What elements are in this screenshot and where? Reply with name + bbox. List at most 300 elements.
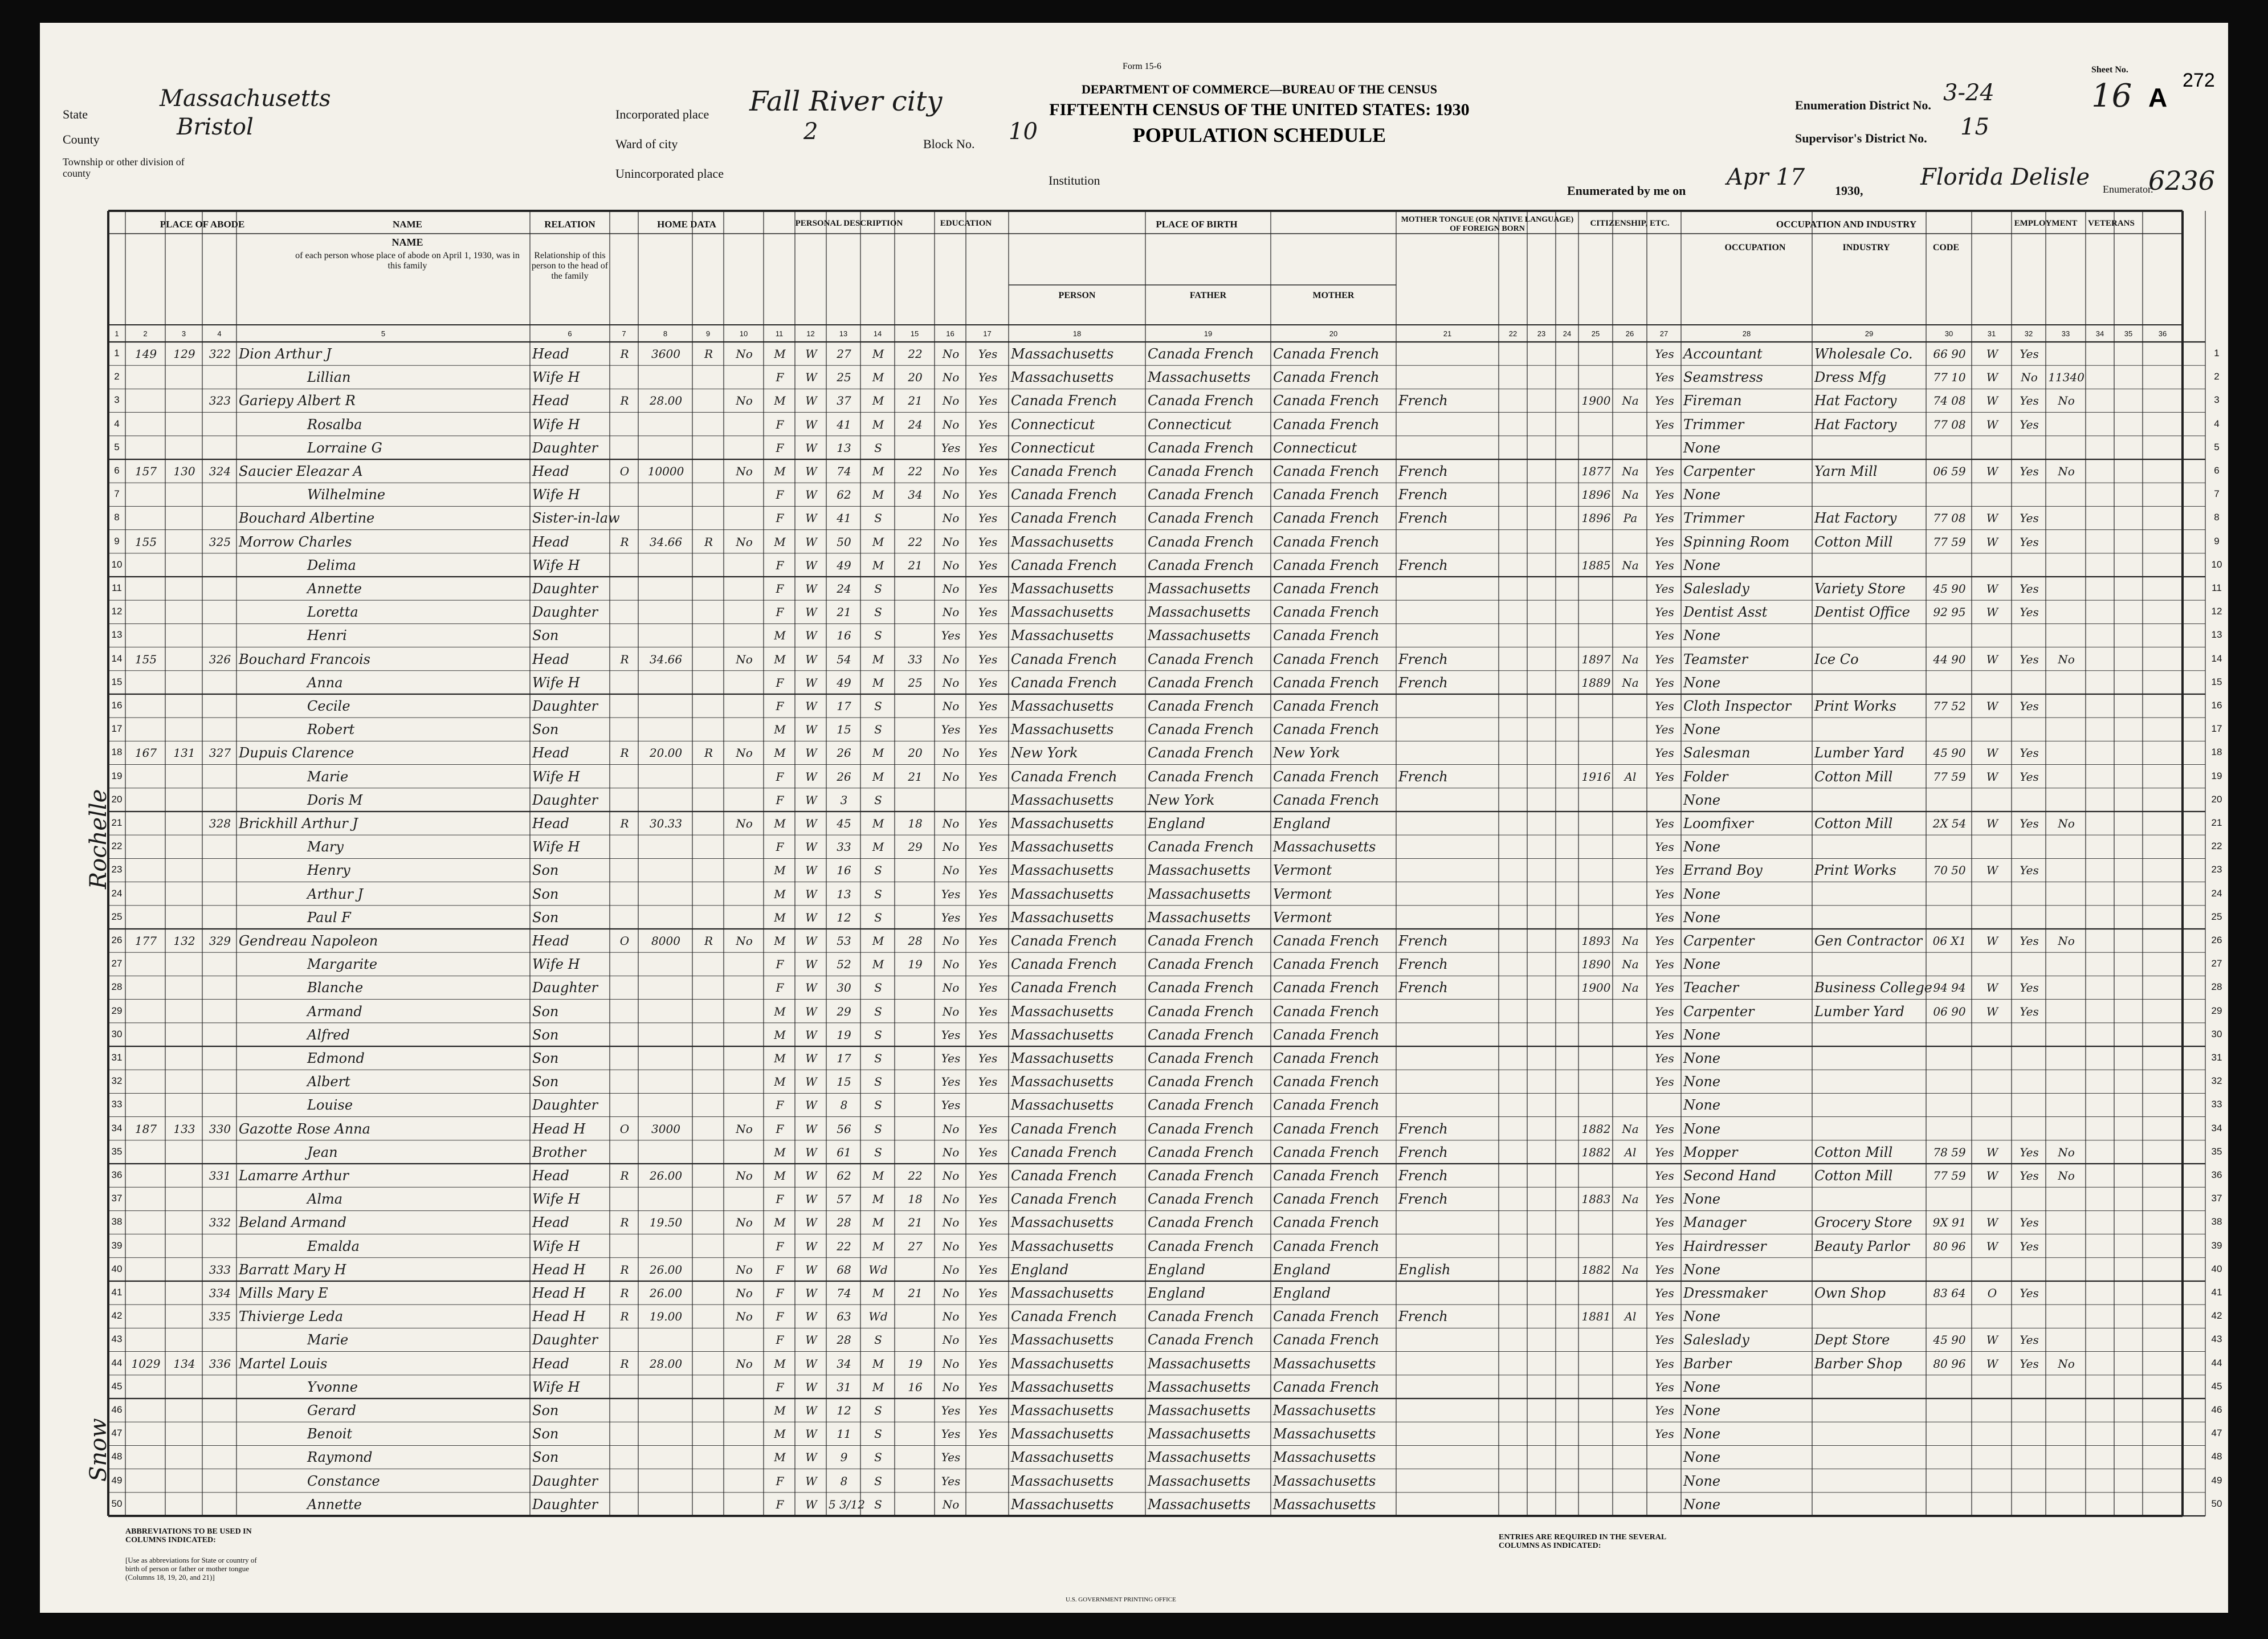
row-number-left: 47: [111, 1428, 123, 1439]
cell-rel: Daughter: [532, 792, 598, 808]
cell-mb: Canada French: [1273, 1379, 1380, 1395]
cell-own: O: [619, 934, 630, 948]
cell-pb: Canada French: [1011, 510, 1117, 527]
cell-ms: M: [872, 1169, 884, 1183]
entries-title: ENTRIES ARE REQUIRED IN THE SEVERAL COLUMNS AS INDICATED:: [1499, 1533, 1666, 1550]
cell-cls: W: [1986, 417, 1998, 431]
cell-ind: Ice Co: [1814, 651, 1859, 667]
column-number: 34: [2095, 329, 2104, 338]
cell-rel: Head: [532, 745, 569, 761]
census-title: FIFTEENTH CENSUS OF THE UNITED STATES: 1930: [1049, 100, 1470, 119]
cell-ms: S: [874, 1028, 882, 1042]
cell-agem: 27: [908, 1239, 923, 1253]
cell-race: W: [805, 511, 817, 525]
cell-race: W: [805, 699, 817, 713]
cell-race: W: [805, 675, 817, 690]
cell-rel: Brother: [532, 1144, 586, 1160]
cell-sch: Yes: [941, 1404, 961, 1417]
cell-nat: Na: [1622, 957, 1639, 972]
cell-age: 41: [837, 511, 851, 525]
cell-mb: Canada French: [1273, 768, 1380, 785]
cell-age: 26: [837, 769, 851, 784]
cell-rd: Yes: [978, 981, 998, 995]
cell-fb: England: [1148, 1261, 1206, 1278]
column-number: 18: [1072, 329, 1082, 338]
cell-tongue: French: [1398, 1168, 1448, 1184]
cell-ms: M: [872, 558, 884, 572]
cell-nat: Na: [1622, 488, 1639, 502]
cell-pb: New York: [1011, 745, 1078, 761]
column-number: 36: [2158, 329, 2167, 338]
cell-imm: 1900: [1581, 981, 1611, 995]
cell-emp: Yes: [2020, 1216, 2039, 1230]
cell-val: 30.33: [649, 817, 683, 830]
cell-code: 45 90: [1933, 582, 1966, 596]
cell-fam: 329: [209, 934, 231, 948]
birth-person-head: PERSON: [1058, 291, 1096, 300]
cell-cls: W: [1986, 370, 1998, 385]
cell-sex: F: [776, 675, 784, 690]
cell-ms: S: [874, 1427, 882, 1441]
cell-eng: Yes: [1655, 1427, 1674, 1441]
cell-eng: Yes: [1655, 1286, 1674, 1300]
cell-rd: Yes: [978, 746, 998, 760]
cell-name: Annette: [307, 581, 362, 597]
cell-race: W: [805, 1145, 817, 1159]
cell-mb: Vermont: [1273, 886, 1332, 902]
cell-ms: S: [874, 981, 882, 995]
cell-vet: No: [2058, 1356, 2075, 1371]
cell-sch: No: [942, 1497, 960, 1511]
cell-sex: F: [776, 605, 784, 619]
cell-agem: 19: [908, 1356, 923, 1371]
row-number-left: 49: [111, 1474, 123, 1486]
cell-rel: Wife H: [532, 1238, 580, 1254]
cell-rel: Wife H: [532, 416, 580, 433]
cell-eng: Yes: [1655, 1122, 1674, 1136]
cell-ind: Hat Factory: [1814, 510, 1897, 527]
cell-ms: M: [872, 1192, 884, 1206]
cell-fb: Canada French: [1148, 1214, 1254, 1231]
cell-rd: Yes: [978, 464, 998, 478]
cell-fb: England: [1148, 1285, 1206, 1301]
row-number-left: 5: [114, 441, 120, 452]
cell-val: 3600: [651, 347, 680, 361]
cell-mb: Canada French: [1273, 627, 1380, 644]
cell-sch: No: [942, 652, 960, 666]
cell-fb: Canada French: [1148, 393, 1254, 409]
cell-race: W: [805, 347, 817, 361]
cell-occ: None: [1683, 1074, 1721, 1090]
row-number-right: 45: [2211, 1380, 2222, 1392]
cell-rd: Yes: [978, 675, 998, 690]
cell-sch: No: [942, 558, 960, 572]
cell-sex: F: [776, 1497, 784, 1511]
cell-agem: 21: [908, 769, 923, 784]
cell-occ: None: [1683, 909, 1721, 925]
cell-eng: Yes: [1655, 1333, 1674, 1347]
cell-eng: Yes: [1655, 817, 1674, 830]
cell-name: Marie: [307, 768, 349, 785]
group-name: NAME: [393, 219, 422, 230]
cell-mb: Canada French: [1273, 393, 1380, 409]
cell-pb: Canada French: [1011, 463, 1117, 479]
cell-sex: F: [776, 441, 784, 455]
cell-sex: M: [774, 1051, 786, 1065]
relation-desc: Relationship of this person to the head of the family: [531, 251, 609, 281]
cell-ms: S: [874, 1145, 882, 1159]
cell-rel: Wife H: [532, 369, 580, 386]
row-number-left: 48: [111, 1451, 123, 1462]
cell-fb: Canada French: [1148, 721, 1254, 738]
cell-occ: Hairdresser: [1683, 1238, 1767, 1254]
cell-age: 50: [837, 535, 851, 549]
cell-mb: Canada French: [1273, 674, 1380, 691]
cell-ms: M: [872, 1286, 884, 1300]
cell-agem: 18: [908, 1192, 923, 1206]
cell-occ: Trimmer: [1683, 510, 1744, 527]
cell-race: W: [805, 1310, 817, 1324]
cell-eng: Yes: [1655, 1028, 1674, 1042]
cell-val: 28.00: [649, 394, 683, 408]
cell-occ: Saleslady: [1683, 1332, 1749, 1348]
cell-name: Henri: [307, 627, 347, 644]
cell-nat: Na: [1622, 981, 1639, 995]
column-number: 35: [2124, 329, 2133, 338]
cell-rd: Yes: [978, 1310, 998, 1324]
cell-agem: 22: [908, 535, 923, 549]
cell-sex: F: [776, 558, 784, 572]
cell-name: Arthur J: [307, 886, 364, 902]
cell-own: R: [620, 1286, 629, 1300]
cell-ms: Wd: [868, 1262, 888, 1277]
cell-ind: Print Works: [1814, 698, 1896, 714]
row-number-right: 10: [2211, 558, 2222, 570]
cell-mb: Canada French: [1273, 980, 1380, 996]
row-number-right: 39: [2211, 1240, 2222, 1251]
row-number-right: 8: [2214, 512, 2220, 523]
cell-occ: None: [1683, 721, 1721, 738]
cell-ms: M: [872, 652, 884, 666]
cell-rel: Son: [532, 1426, 559, 1442]
cell-farm: No: [736, 347, 753, 361]
cell-tongue: French: [1398, 393, 1448, 409]
cell-code: 77 08: [1933, 511, 1966, 525]
cell-sex: M: [774, 723, 786, 737]
cell-rel: Daughter: [532, 439, 598, 456]
cell-rel: Head: [532, 463, 569, 479]
cell-cls: W: [1986, 1239, 1998, 1253]
cell-mb: Massachusetts: [1273, 1426, 1376, 1442]
cell-mb: Canada French: [1273, 721, 1380, 738]
cell-occ: Mopper: [1683, 1144, 1738, 1160]
printer-note: U.S. GOVERNMENT PRINTING OFFICE: [1066, 1596, 1176, 1603]
cell-age: 17: [837, 699, 851, 713]
cell-name: Cecile: [307, 698, 350, 714]
occupation-head: OCCUPATION: [1724, 243, 1786, 252]
cell-sch: No: [942, 347, 960, 361]
cell-age: 62: [837, 1169, 851, 1183]
cell-rel: Head H: [532, 1285, 586, 1301]
row-number-left: 1: [114, 348, 120, 358]
cell-name: Robert: [307, 721, 355, 738]
cell-age: 28: [837, 1333, 851, 1347]
cell-occ: None: [1683, 1402, 1721, 1418]
county-value: Bristol: [177, 114, 254, 140]
cell-farm: No: [736, 652, 753, 666]
cell-code: 70 50: [1933, 863, 1966, 878]
cell-sex: M: [774, 1216, 786, 1230]
cell-pb: Canada French: [1011, 557, 1117, 573]
cell-pb: Massachusetts: [1011, 862, 1114, 879]
cell-rel: Head H: [532, 1261, 586, 1278]
row-number-right: 30: [2211, 1028, 2222, 1039]
row-number-right: 44: [2211, 1357, 2222, 1368]
cell-age: 57: [837, 1192, 851, 1206]
cell-rd: Yes: [978, 1380, 998, 1394]
cell-rel: Daughter: [532, 1496, 598, 1512]
cell-emp: Yes: [2020, 1333, 2039, 1347]
cell-radio: R: [704, 535, 713, 549]
cell-sex: F: [776, 1310, 784, 1324]
cell-name: Margarite: [307, 956, 378, 973]
group-place-of-abode: PLACE OF ABODE: [160, 219, 245, 230]
cell-sex: M: [774, 464, 786, 478]
cell-rel: Wife H: [532, 487, 580, 503]
cell-rel: Son: [532, 909, 559, 925]
cell-mb: Canada French: [1273, 792, 1380, 808]
cell-rel: Wife H: [532, 1379, 580, 1395]
cell-tongue: French: [1398, 933, 1448, 949]
cell-mb: Canada French: [1273, 533, 1380, 550]
cell-fam: 335: [209, 1310, 231, 1324]
cell-sex: F: [776, 1239, 784, 1253]
cell-pb: Massachusetts: [1011, 839, 1114, 855]
cell-sch: No: [942, 1145, 960, 1159]
row-number-right: 37: [2211, 1193, 2222, 1204]
cell-occ: Spinning Room: [1683, 533, 1790, 550]
cell-fam: 322: [209, 347, 231, 361]
cell-street: 167: [134, 746, 157, 760]
cell-emp: Yes: [2020, 863, 2039, 878]
column-number: 9: [705, 329, 711, 338]
cell-name: Edmond: [307, 1050, 365, 1066]
cell-agem: 28: [908, 934, 923, 948]
row-number-right: 17: [2211, 723, 2222, 735]
cell-age: 56: [837, 1122, 851, 1136]
cell-pb: Massachusetts: [1011, 698, 1114, 714]
supervisor-label: Supervisor's District No.: [1795, 131, 1927, 145]
row-number-left: 17: [111, 723, 123, 735]
cell-fb: Canada French: [1148, 463, 1254, 479]
cell-sch: No: [942, 370, 960, 385]
row-number-right: 16: [2211, 700, 2222, 711]
cell-mb: Canada French: [1273, 369, 1380, 386]
abbrev-note: [Use as abbreviations for State or country of birth of person or father or mother tongue (Columns 18, 19, 20, and 21)]: [125, 1556, 257, 1581]
cell-vet: No: [2058, 817, 2075, 830]
cell-val: 3000: [651, 1122, 680, 1136]
cell-ind: Lumber Yard: [1814, 1003, 1904, 1020]
cell-sex: F: [776, 840, 784, 854]
cell-mb: Massachusetts: [1273, 1402, 1376, 1418]
cell-occ: None: [1683, 1473, 1721, 1489]
cell-sch: No: [942, 675, 960, 690]
row-number-left: 9: [114, 535, 120, 547]
cell-nat: Al: [1624, 1145, 1637, 1159]
cell-race: W: [805, 1028, 817, 1042]
group-home-data: HOME DATA: [657, 219, 716, 230]
cell-eng: Yes: [1655, 699, 1674, 713]
row-number-right: 36: [2211, 1169, 2222, 1180]
cell-name: Benoit: [307, 1426, 353, 1442]
cell-name: Martel Louis: [239, 1355, 328, 1372]
cell-pb: Massachusetts: [1011, 1003, 1114, 1020]
cell-code: 77 08: [1933, 417, 1966, 431]
cell-occ: Salesman: [1683, 745, 1751, 761]
stamp-top: 272: [2183, 70, 2215, 91]
cell-radio: R: [704, 934, 713, 948]
cell-sch: No: [942, 1216, 960, 1230]
cell-sex: F: [776, 488, 784, 502]
row-number-right: 6: [2214, 465, 2220, 476]
row-number-right: 11: [2212, 582, 2222, 593]
cell-cls: W: [1986, 981, 1998, 995]
cell-name: Armand: [307, 1003, 362, 1020]
cell-name: Barratt Mary H: [239, 1261, 346, 1278]
cell-ms: M: [872, 1216, 884, 1230]
row-number-right: 4: [2214, 418, 2220, 429]
cell-emp: Yes: [2020, 605, 2039, 619]
cell-imm: 1896: [1581, 488, 1611, 502]
cell-cls: W: [1986, 347, 1998, 361]
cell-race: W: [805, 934, 817, 948]
cell-sch: Yes: [941, 1450, 961, 1465]
cell-ms: S: [874, 699, 882, 713]
cell-street: 155: [134, 535, 157, 549]
cell-name: Jean: [307, 1144, 338, 1160]
abbrev-title: ABBREVIATIONS TO BE USED IN COLUMNS INDICATED:: [125, 1527, 252, 1544]
cell-fb: Massachusetts: [1148, 886, 1251, 902]
cell-emp: No: [2021, 370, 2038, 385]
cell-age: 34: [837, 1356, 851, 1371]
cell-rd: Yes: [978, 699, 998, 713]
cell-race: W: [805, 535, 817, 549]
cell-rel: Head: [532, 346, 569, 362]
cell-eng: Yes: [1655, 464, 1674, 478]
cell-cls: W: [1986, 1216, 1998, 1230]
row-number-right: 19: [2211, 770, 2222, 781]
cell-race: W: [805, 417, 817, 431]
cell-sch: Yes: [941, 723, 961, 737]
cell-agem: 21: [908, 1286, 923, 1300]
column-number: 13: [839, 329, 848, 338]
cell-race: W: [805, 558, 817, 572]
cell-occ: Saleslady: [1683, 581, 1749, 597]
cell-ms: M: [872, 535, 884, 549]
cell-cls: W: [1986, 863, 1998, 878]
cell-pb: Massachusetts: [1011, 1285, 1114, 1301]
cell-mb: Massachusetts: [1273, 839, 1376, 855]
cell-fam: 331: [209, 1169, 231, 1183]
cell-name: Raymond: [307, 1449, 373, 1466]
row-number-right: 33: [2211, 1099, 2222, 1110]
cell-pb: Canada French: [1011, 768, 1117, 785]
row-number-left: 25: [111, 911, 123, 922]
cell-farm: No: [736, 1356, 753, 1371]
cell-imm: 1882: [1581, 1262, 1611, 1277]
cell-pb: Massachusetts: [1011, 1050, 1114, 1066]
cell-age: 52: [837, 957, 851, 972]
cell-mb: Canada French: [1273, 487, 1380, 503]
cell-age: 16: [837, 863, 851, 878]
cell-imm: 1893: [1581, 934, 1611, 948]
cell-name: Emalda: [307, 1238, 360, 1254]
cell-race: W: [805, 723, 817, 737]
cell-sch: No: [942, 1122, 960, 1136]
cell-fb: Massachusetts: [1148, 581, 1251, 597]
cell-radio: R: [704, 347, 713, 361]
cell-ms: M: [872, 394, 884, 408]
cell-mb: England: [1273, 1285, 1331, 1301]
cell-occ: None: [1683, 1191, 1721, 1208]
cell-ind: Cotton Mill: [1814, 1144, 1893, 1160]
cell-race: W: [805, 793, 817, 807]
cell-own: R: [620, 394, 629, 408]
cell-race: W: [805, 1427, 817, 1441]
cell-age: 13: [837, 441, 851, 455]
cell-dw: 134: [173, 1356, 195, 1371]
cell-imm: 1889: [1581, 675, 1611, 690]
row-number-right: 9: [2214, 535, 2220, 547]
cell-nat: Na: [1622, 394, 1639, 408]
cell-tongue: French: [1398, 980, 1448, 996]
cell-pb: Massachusetts: [1011, 533, 1114, 550]
cell-rd: Yes: [978, 769, 998, 784]
cell-age: 63: [837, 1310, 851, 1324]
cell-emp: Yes: [2020, 394, 2039, 408]
cell-occ: Seamstress: [1683, 369, 1763, 386]
cell-ms: S: [874, 1333, 882, 1347]
cell-age: 54: [837, 652, 851, 666]
cell-sex: F: [776, 1333, 784, 1347]
cell-tongue: English: [1398, 1261, 1451, 1278]
cell-rd: Yes: [978, 347, 998, 361]
row-number-right: 47: [2211, 1428, 2222, 1439]
column-number: 8: [663, 329, 668, 338]
cell-street: 149: [134, 347, 157, 361]
row-number-left: 36: [111, 1169, 123, 1180]
cell-fam: 336: [209, 1356, 231, 1371]
cell-rd: Yes: [978, 535, 998, 549]
cell-rel: Wife H: [532, 956, 580, 973]
cell-mb: Canada French: [1273, 416, 1380, 433]
cell-fb: Massachusetts: [1148, 1402, 1251, 1418]
cell-mb: England: [1273, 1261, 1331, 1278]
cell-ms: M: [872, 464, 884, 478]
cell-imm: 1896: [1581, 511, 1611, 525]
cell-name: Annette: [307, 1496, 362, 1512]
cell-sex: F: [776, 957, 784, 972]
cell-cls: W: [1986, 652, 1998, 666]
cell-ind: Wholesale Co.: [1814, 346, 1913, 362]
cell-occ: Folder: [1683, 768, 1728, 785]
row-number-right: 20: [2211, 793, 2222, 805]
cell-sex: M: [774, 1075, 786, 1089]
row-number-right: 46: [2211, 1404, 2222, 1415]
cell-age: 15: [837, 1075, 851, 1089]
cell-ms: M: [872, 675, 884, 690]
row-number-left: 41: [111, 1287, 123, 1298]
